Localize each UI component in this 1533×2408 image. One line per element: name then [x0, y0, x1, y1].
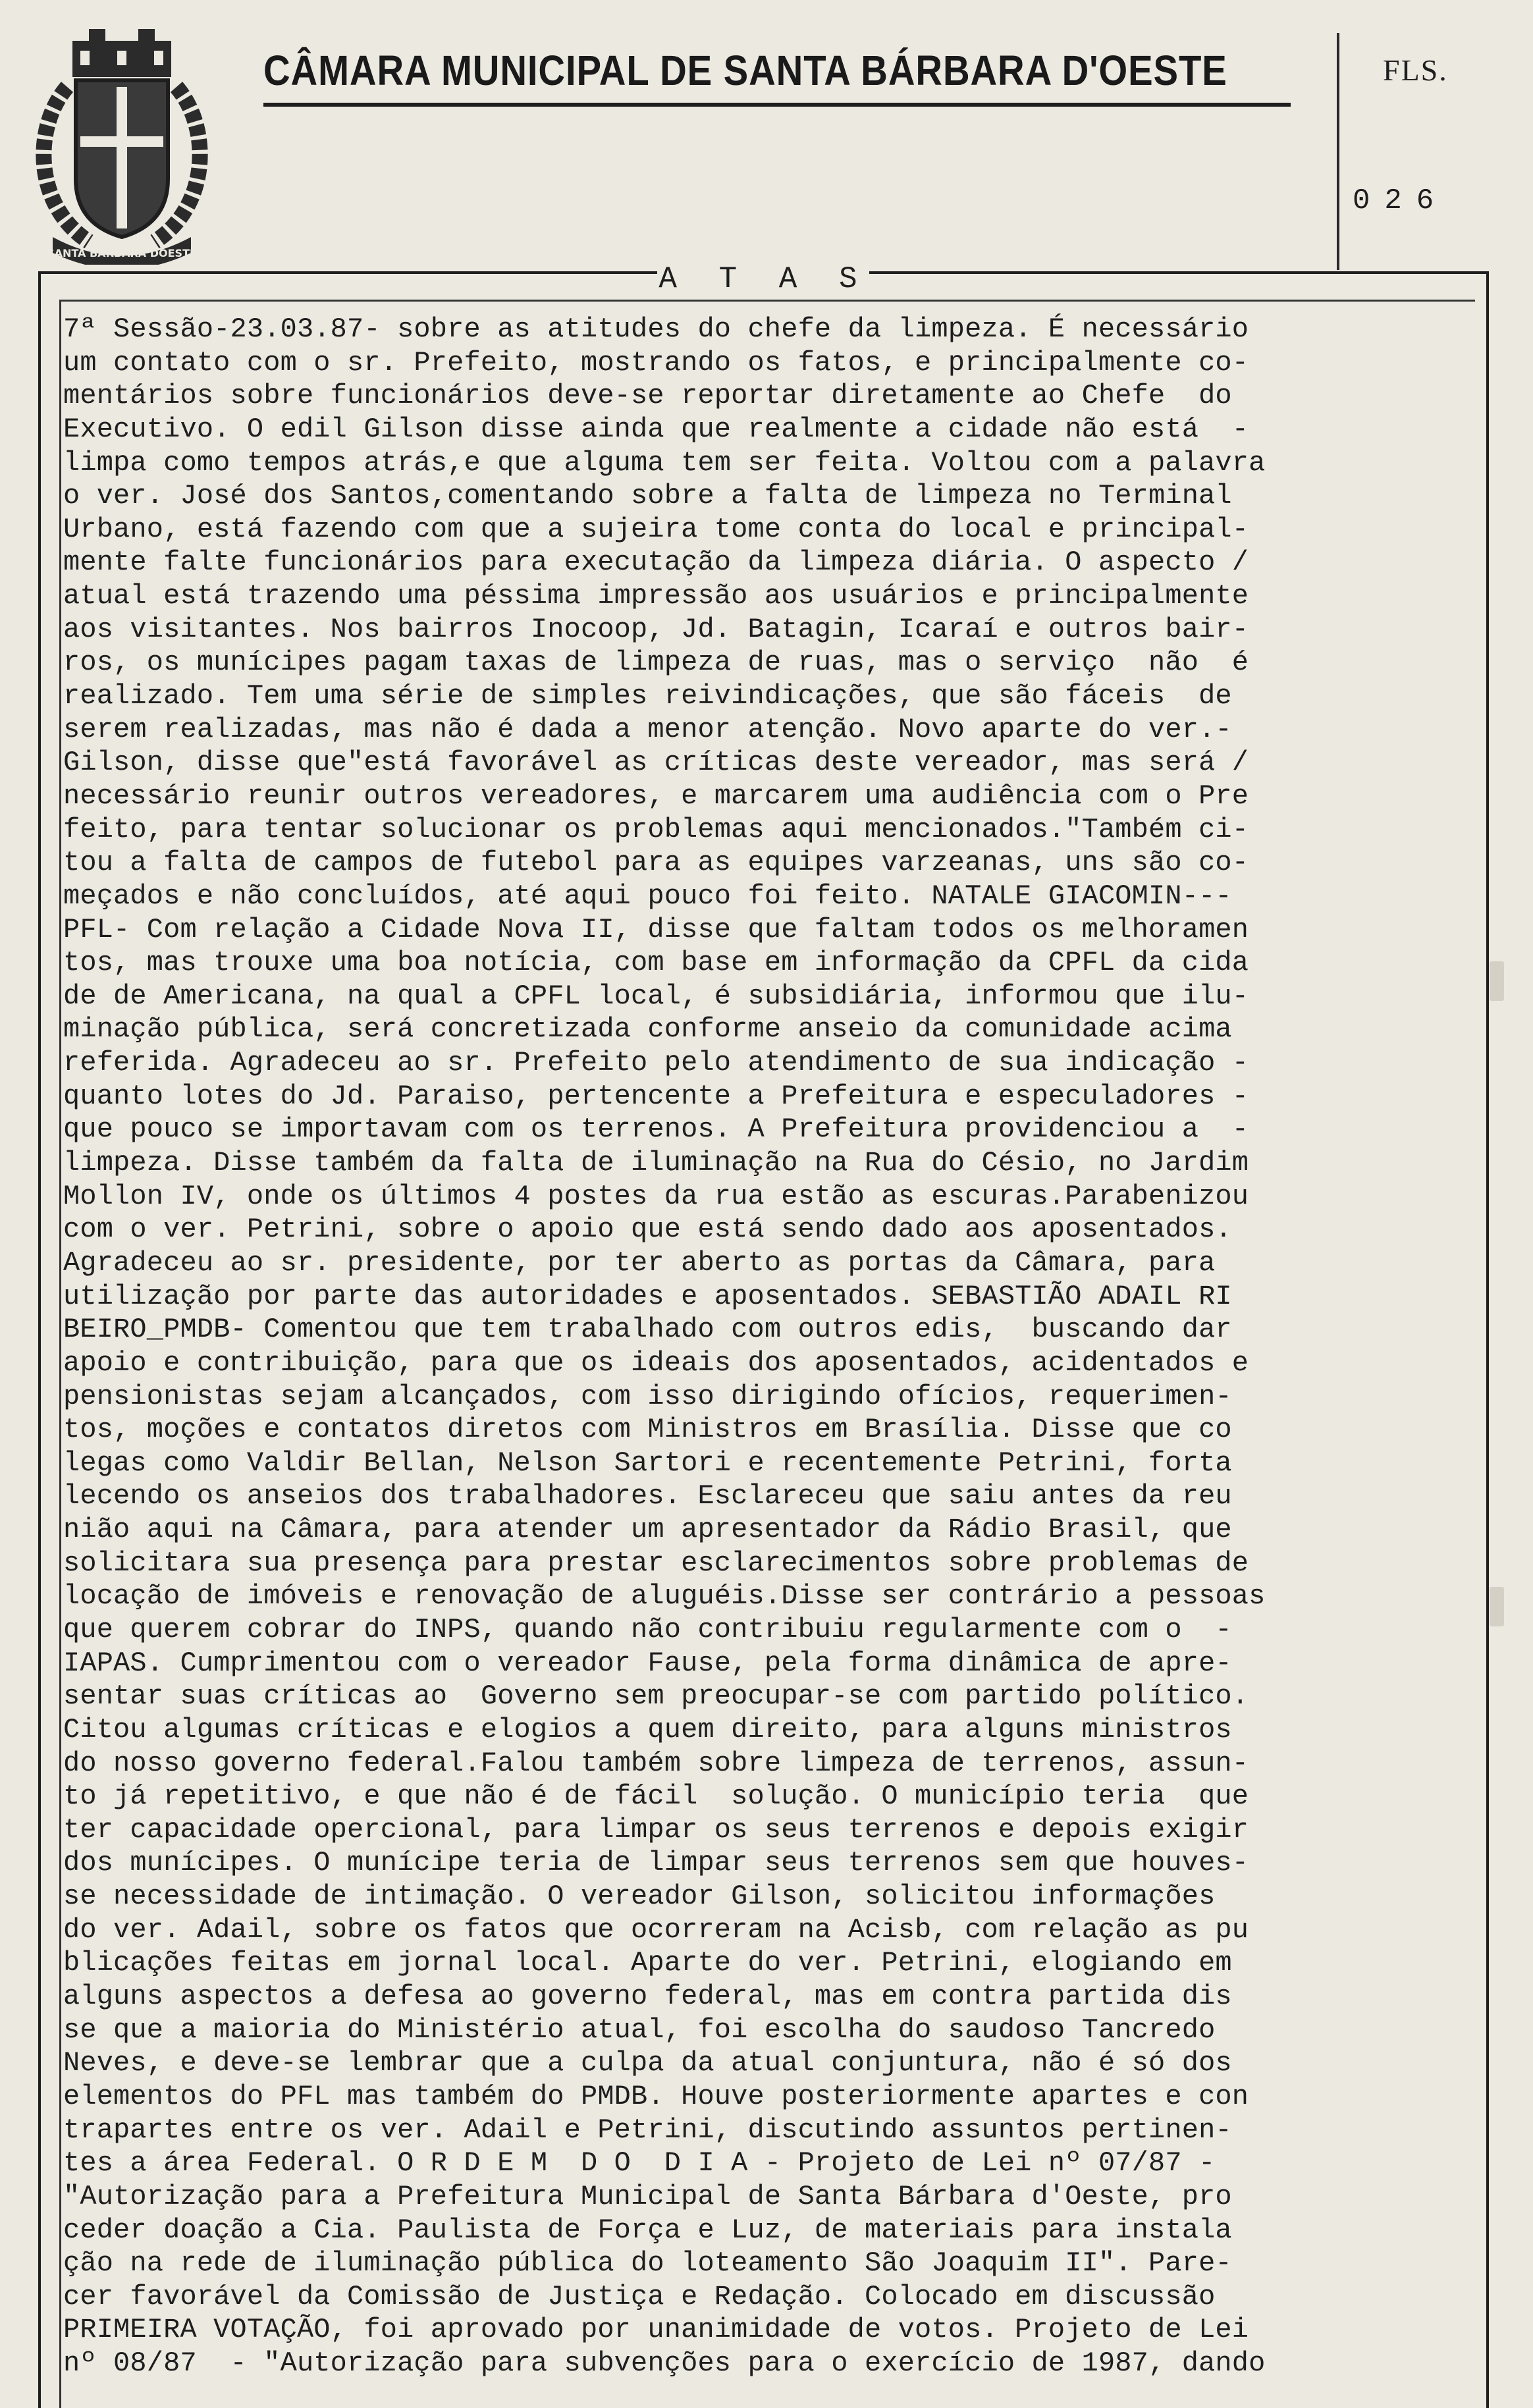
- institution-title: CÂMARA MUNICIPAL DE SANTA BÁRBARA D'OESTE: [263, 47, 1227, 94]
- text-line: alguns aspectos a defesa ao governo federal, mas em contra partida dis: [63, 1981, 1232, 2013]
- frame-line: [38, 271, 657, 274]
- binding-hole: [1490, 1587, 1504, 1626]
- text-line: aos visitantes. Nos bairros Inocoop, Jd. Batagin, Icaraí e outros bair-: [63, 613, 1249, 645]
- text-line: realizado. Tem uma série de simples reivindicações, que são fáceis de: [63, 680, 1232, 712]
- text-line: limpeza. Disse também da falta de iluminação na Rua do Césio, no Jardim: [63, 1147, 1249, 1179]
- binding-hole: [1490, 961, 1504, 1001]
- text-line: do nosso governo federal.Falou também sobre limpeza de terrenos, assun-: [63, 1747, 1249, 1779]
- text-line: 7ª Sessão-23.03.87- sobre as atitudes do chefe da limpeza. É necessário: [63, 313, 1249, 345]
- text-line: ção na rede de iluminação pública do loteamento São Joaquim II". Pare-: [63, 2247, 1232, 2280]
- text-line: apoio e contribuição, para que os ideais dos aposentados, acidentados e: [63, 1347, 1249, 1379]
- text-line: IAPAS. Cumprimentou com o vereador Fause, pela forma dinâmica de apre-: [63, 1647, 1232, 1679]
- text-line: to já repetitivo, e que não é de fácil solução. O município teria que: [63, 1780, 1249, 1813]
- text-line: Neves, e deve-se lembrar que a culpa da atual conjuntura, não é só dos: [63, 2047, 1232, 2079]
- text-line: lecendo os anseios dos trabalhadores. Esclareceu que saiu antes da reu: [63, 1480, 1232, 1512]
- text-line: necessário reunir outros vereadores, e marcarem uma audiência com o Pre: [63, 780, 1249, 812]
- text-line: se que a maioria do Ministério atual, foi escolha do saudoso Tancredo: [63, 2014, 1216, 2046]
- text-line: "Autorização para a Prefeitura Municipal de Santa Bárbara d'Oeste, pro: [63, 2180, 1232, 2212]
- crest-motto: SANTA BARBARA DOESTE: [47, 247, 197, 259]
- text-line: PRIMEIRA VOTAÇÃO, foi aprovado por unanimidade de votos. Projeto de Lei: [63, 2314, 1249, 2346]
- text-line: ter capacidade opercional, para limpar os seus terrenos e depois exigir: [63, 1813, 1249, 1846]
- text-line: Citou algumas críticas e elogios a quem direito, para alguns ministros: [63, 1713, 1232, 1746]
- text-line: elementos do PFL mas também do PMDB. Houve posteriormente apartes e con: [63, 2080, 1249, 2112]
- text-line: tos, moções e contatos diretos com Ministros em Brasília. Disse que co: [63, 1414, 1232, 1446]
- text-line: cer favorável da Comissão de Justiça e Redação. Colocado em discussão: [63, 2280, 1216, 2313]
- text-line: feito, para tentar solucionar os problemas aqui mencionados."Também ci-: [63, 813, 1249, 845]
- folio-number: 026: [1353, 184, 1449, 217]
- text-line: serem realizadas, mas não é dada a menor atenção. Novo aparte do ver.-: [63, 713, 1232, 745]
- text-line: locação de imóveis e renovação de aluguéis.Disse ser contrário a pessoas: [63, 1580, 1266, 1613]
- header-divider: [1337, 33, 1339, 270]
- text-line: nº 08/87 - "Autorização para subvenções para o exercício de 1987, dando: [63, 2347, 1266, 2380]
- text-line: Agradeceu ao sr. presidente, por ter aberto as portas da Câmara, para: [63, 1246, 1216, 1279]
- text-line: PFL- Com relação a Cidade Nova II, disse que faltam todos os melhoramen: [63, 913, 1249, 946]
- title-underline: [263, 103, 1291, 107]
- text-line: de de Americana, na qual a CPFL local, é subsidiária, informou que ilu-: [63, 980, 1249, 1012]
- text-line: solicitara sua presença para prestar esclarecimentos sobre problemas de: [63, 1547, 1249, 1579]
- text-line: meçados e não concluídos, até aqui pouco foi feito. NATALE GIACOMIN---: [63, 880, 1232, 912]
- text-line: quanto lotes do Jd. Paraiso, pertencente a Prefeitura e especuladores -: [63, 1080, 1249, 1112]
- text-line: utilização por parte das autoridades e aposentados. SEBASTIÃO ADAIL RI: [63, 1280, 1232, 1312]
- text-line: sentar suas críticas ao Governo sem preocupar-se com partido político.: [63, 1680, 1249, 1713]
- text-line: o ver. José dos Santos,comentando sobre a falta de limpeza no Terminal: [63, 480, 1232, 512]
- text-line: Urbano, está fazendo com que a sujeira tome conta do local e principal-: [63, 513, 1249, 545]
- frame-line: [38, 271, 41, 2408]
- text-line: mentários sobre funcionários deve-se reportar diretamente ao Chefe do: [63, 380, 1232, 412]
- text-line: atual está trazendo uma péssima impressão aos usuários e principalmente: [63, 580, 1249, 612]
- text-line: que querem cobrar do INPS, quando não contribuiu regularmente com o -: [63, 1613, 1232, 1645]
- text-line: com o ver. Petrini, sobre o apoio que está sendo dado aos aposentados.: [63, 1214, 1232, 1246]
- text-line: limpa como tempos atrás,e que alguma tem ser feita. Voltou com a palavra: [63, 446, 1266, 479]
- frame-line: [869, 271, 1488, 274]
- text-line: nião aqui na Câmara, para atender um apresentador da Rádio Brasil, que: [63, 1514, 1232, 1546]
- text-line: ros, os munícipes pagam taxas de limpeza de ruas, mas o serviço não é: [63, 647, 1249, 679]
- text-line: um contato com o sr. Prefeito, mostrando os fatos, e principalmente co-: [63, 346, 1249, 379]
- frame-line: [59, 300, 61, 2408]
- frame-line: [59, 300, 1475, 302]
- text-line: ceder doação a Cia. Paulista de Força e Luz, de materiais para instala: [63, 2214, 1232, 2246]
- text-line: BEIRO_PMDB- Comentou que tem trabalhado com outros edis, buscando dar: [63, 1314, 1232, 1346]
- text-line: do ver. Adail, sobre os fatos que ocorreram na Acisb, com relação as pu: [63, 1913, 1249, 1946]
- text-line: Mollon IV, onde os últimos 4 postes da rua estão as escuras.Parabenizou: [63, 1180, 1249, 1212]
- text-line: tou a falta de campos de futebol para as equipes varzeanas, uns são co-: [63, 847, 1249, 879]
- text-line: trapartes entre os ver. Adail e Petrini, discutindo assuntos pertinen-: [63, 2114, 1232, 2146]
- text-line: tos, mas trouxe uma boa notícia, com base em informação da CPFL da cida: [63, 947, 1249, 979]
- text-line: legas como Valdir Bellan, Nelson Sartori e recentemente Petrini, forta: [63, 1447, 1232, 1479]
- minutes-body: [63, 313, 1472, 2380]
- text-line: minação pública, será concretizada conforme anseio da comunidade acima: [63, 1013, 1232, 1046]
- text-line: dos munícipes. O munícipe teria de limpar seus terrenos sem que houves-: [63, 1847, 1249, 1879]
- frame-line: [1486, 271, 1489, 2408]
- text-line: que pouco se importavam com os terrenos. A Prefeitura providenciou a -: [63, 1113, 1249, 1146]
- text-line: tes a área Federal. O R D E M D O D I A - Projeto de Lei nº 07/87 -: [63, 2147, 1216, 2180]
- municipal-crest-icon: [26, 14, 217, 265]
- section-title: A T A S: [659, 262, 869, 296]
- text-line: Gilson, disse que"está favorável as críticas deste vereador, mas será /: [63, 747, 1249, 779]
- text-line: referida. Agradeceu ao sr. Prefeito pelo atendimento de sua indicação -: [63, 1047, 1249, 1079]
- text-line: Executivo. O edil Gilson disse ainda que realmente a cidade não está -: [63, 413, 1249, 445]
- text-line: blicações feitas em jornal local. Aparte do ver. Petrini, elogiando em: [63, 1947, 1232, 1979]
- fls-label: FLS.: [1383, 53, 1448, 87]
- text-line: mente falte funcionários para executação da limpeza diária. O aspecto /: [63, 547, 1249, 579]
- text-line: pensionistas sejam alcançados, com isso dirigindo ofícios, requerimen-: [63, 1380, 1232, 1412]
- text-line: se necessidade de intimação. O vereador Gilson, solicitou informações: [63, 1881, 1216, 1913]
